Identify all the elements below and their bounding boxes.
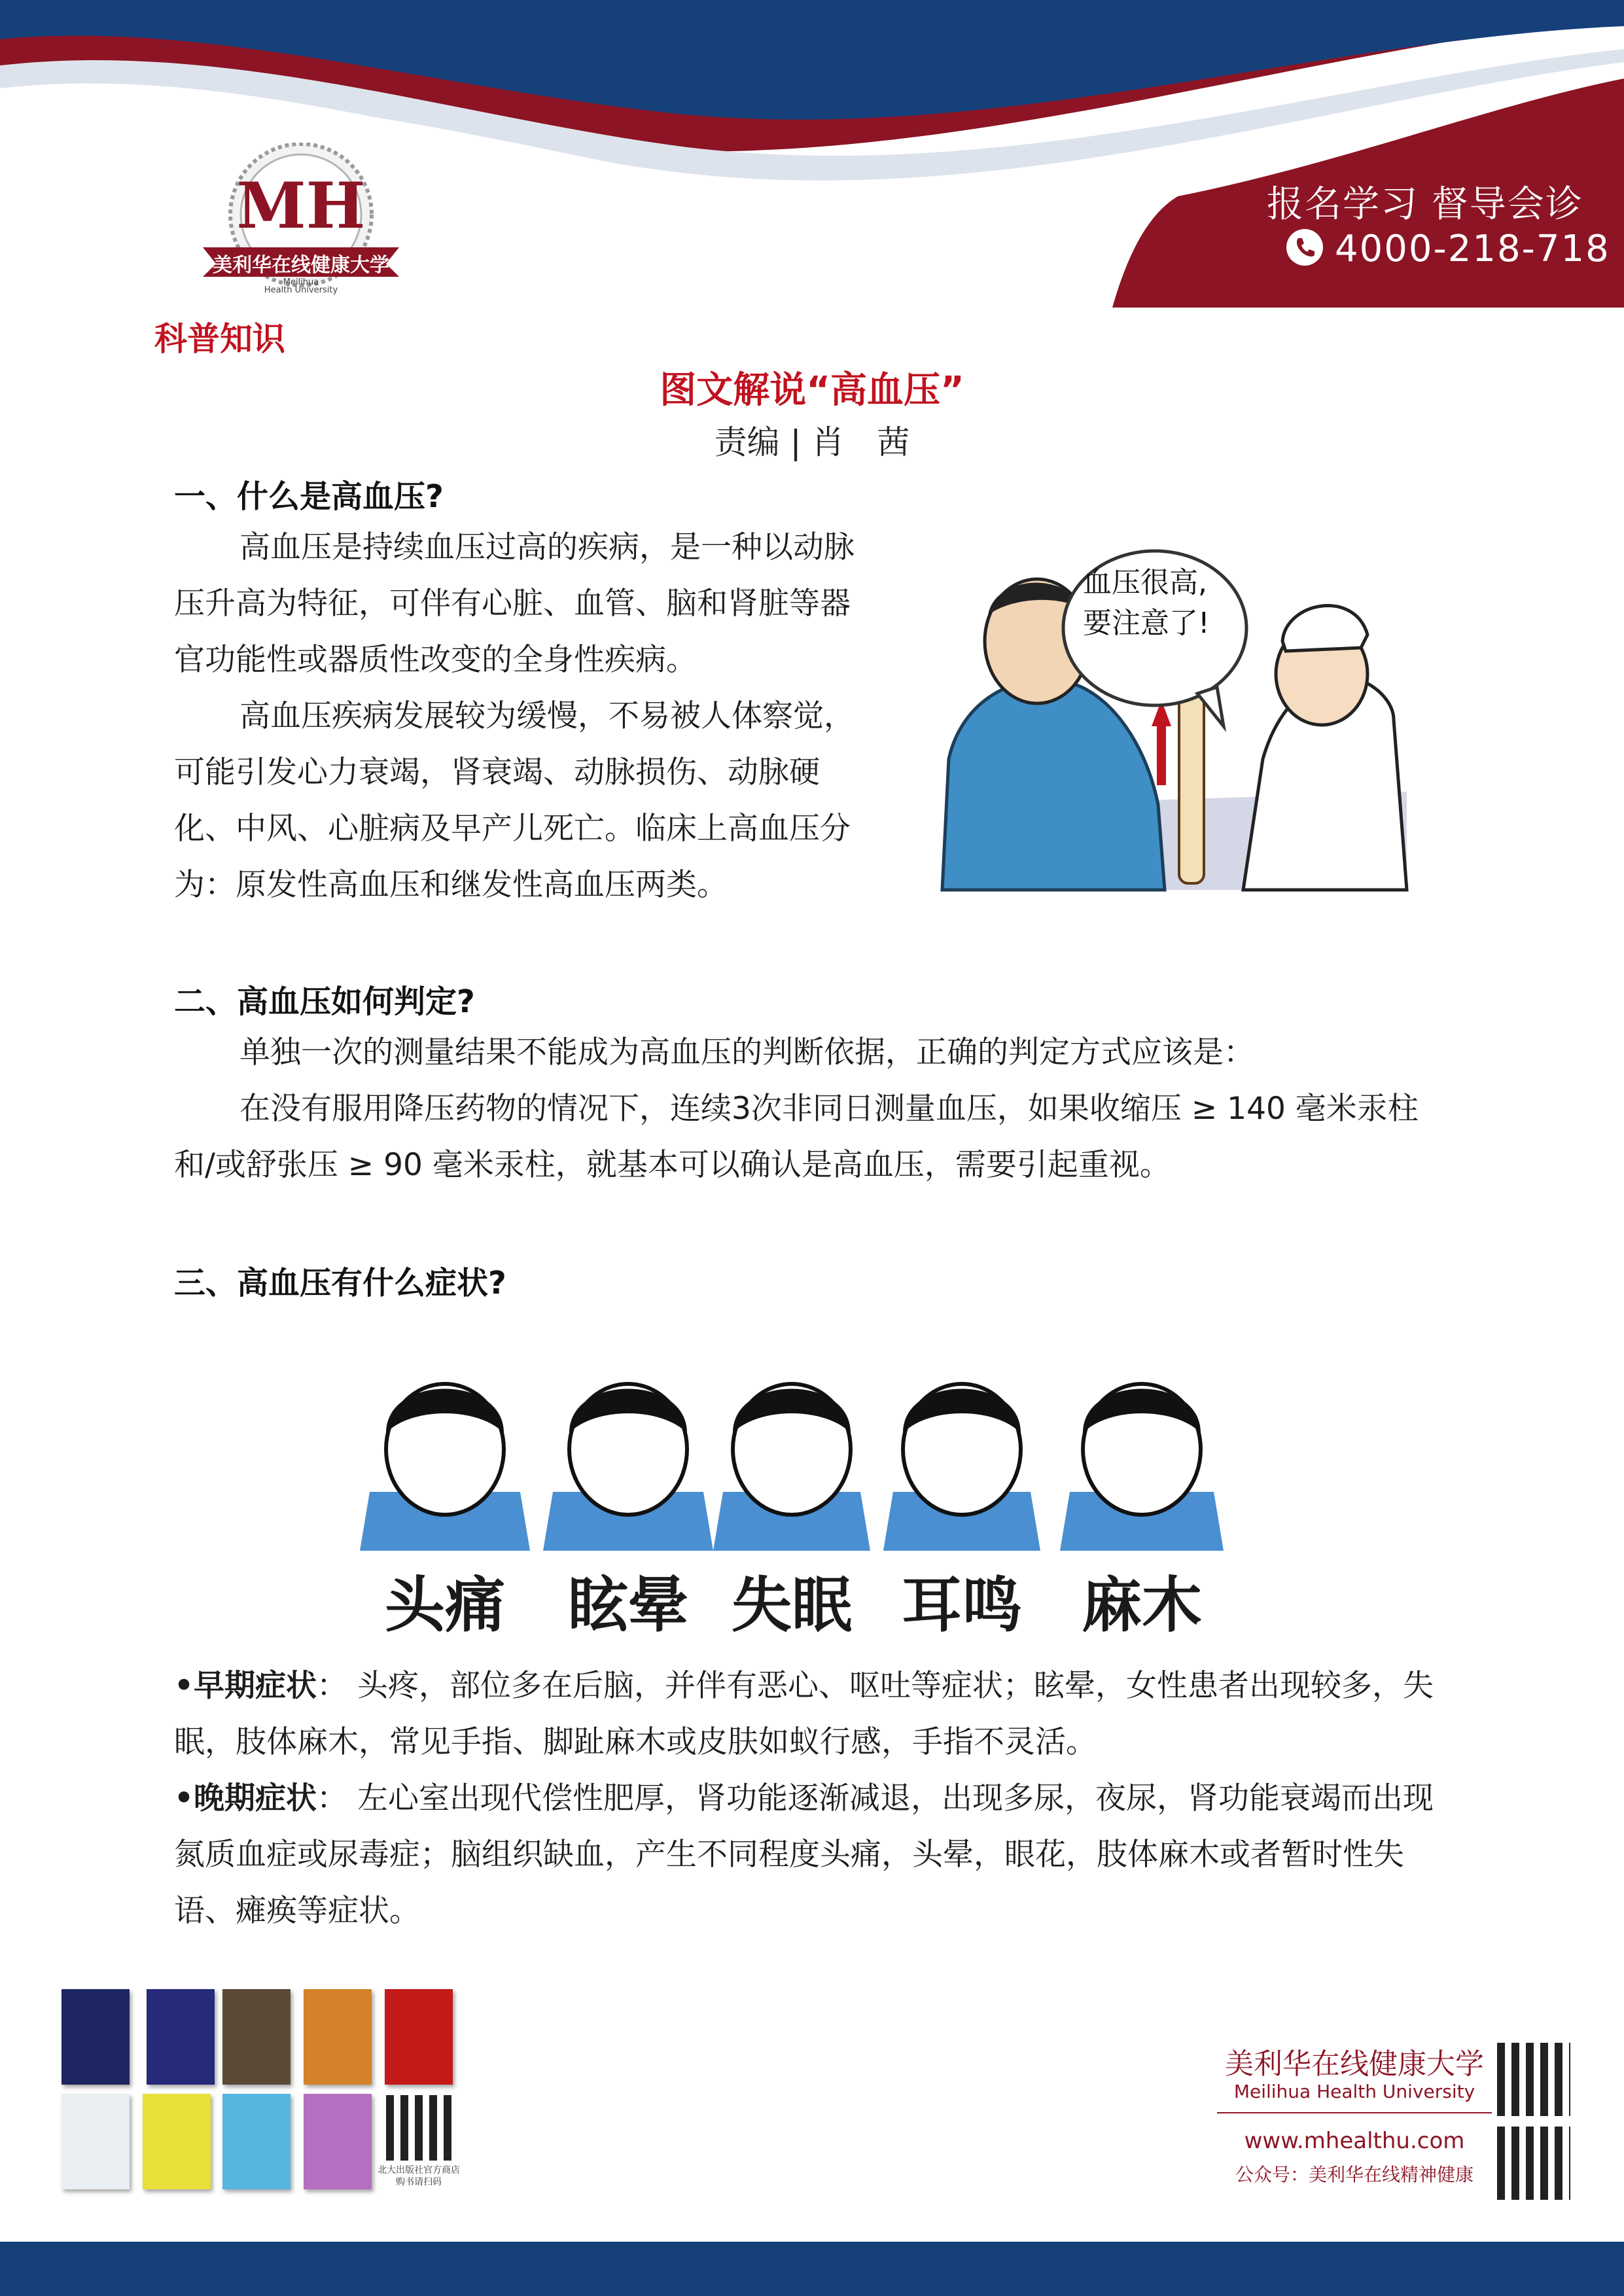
article-editor: 责编 | 肖 茜 <box>714 423 910 461</box>
wechat-qr-code-1 <box>1497 2043 1570 2116</box>
symptoms-illustration <box>353 1361 1243 1640</box>
book-cover-5 <box>385 1989 453 2085</box>
speech-bubble-line2: 要注意了! <box>1083 607 1210 640</box>
book-cover-4 <box>304 1989 372 2085</box>
book-covers <box>59 1983 478 2199</box>
footer-divider <box>1217 2112 1492 2113</box>
early-symptoms-text: ： 头疼，部位多在后脑，并伴有恶心、呕吐等症状；眩晕，女性患者出现较多，失眠，肢体麻木，常见手指、脚趾麻木或皮肤如蚁行感，手指不灵活。 <box>174 1668 1434 1760</box>
symptom-label-1: 头痛 <box>384 1570 505 1640</box>
section2-paragraph2: 在没有服用降压药物的情况下，连续3次非同日测量血压，如果收缩压 ≥ 140 毫米汞柱和/或舒张压 ≥ 90 毫米汞柱，就基本可以确认是高血压，需要引起重视。 <box>174 1091 1419 1183</box>
phone-number: 4000-218-718 <box>1335 228 1610 270</box>
symptom-figure-tinnitus-icon <box>883 1384 1040 1551</box>
section1-paragraph1: 高血压是持续血压过高的疾病，是一种以动脉压升高为特征，可伴有心脏、血管、脑和肾脏等器官功能性或器质性改变的全身性疾病。 <box>174 529 855 678</box>
footer-wechat: 公众号：美利华在线精神健康 <box>1235 2164 1474 2185</box>
speech-bubble-line1: 血压很高, <box>1083 566 1207 599</box>
book-cover-9 <box>304 2094 372 2189</box>
book-cover-6 <box>62 2094 130 2189</box>
footer-bar <box>0 2242 1624 2296</box>
section2-body <box>174 1025 1456 1193</box>
symptom-figure-numbness-icon <box>1060 1384 1224 1551</box>
speech-bubble <box>1083 563 1227 644</box>
bookstore-qr-caption-line2: 购书请扫码 <box>396 2177 442 2187</box>
logo <box>196 143 406 293</box>
footer-org-cn: 美利华在线健康大学 <box>1225 2047 1484 2081</box>
bookstore-qr-caption <box>366 2164 471 2188</box>
logo-letters: MH <box>236 169 366 243</box>
wechat-qr-code-2 <box>1497 2127 1570 2200</box>
footer-website: www.mhealthu.com <box>1244 2128 1465 2154</box>
section1-body <box>174 520 868 913</box>
late-symptoms <box>174 1771 1456 1939</box>
late-symptoms-label: •晚期症状 <box>174 1780 317 1816</box>
logo-english-line2: Health University <box>264 285 338 295</box>
bookstore-qr-caption-line1: 北大出版社官方商店 <box>378 2165 460 2176</box>
book-cover-8 <box>222 2094 291 2189</box>
slogan: 报名学习 督导会诊 <box>1267 183 1583 226</box>
blood-pressure-illustration <box>936 543 1413 896</box>
late-symptoms-text: ： 左心室出现代偿性肥厚，肾功能逐渐减退，出现多尿，夜尿，肾功能衰竭而出现氮质血症或尿毒症；脑组织缺血，产生不同程度头痛，头晕，眼花，肢体麻木或者暂时性失语、瘫痪等症状。 <box>174 1780 1434 1929</box>
category-label: 科普知识 <box>154 320 285 358</box>
symptom-figure-headache-icon <box>360 1384 530 1551</box>
book-cover-2 <box>147 1989 215 2085</box>
logo-english-line1: Meilihua <box>283 277 319 287</box>
book-cover-7 <box>143 2094 211 2189</box>
symptom-label-2: 眩晕 <box>567 1570 688 1640</box>
symptom-figure-insomnia-icon <box>713 1384 870 1551</box>
article-title: 图文解说“高血压” <box>660 369 964 412</box>
book-cover-1 <box>62 1989 130 2085</box>
symptom-label-3: 失眠 <box>731 1570 852 1640</box>
symptom-label-5: 麻木 <box>1081 1570 1202 1640</box>
symptom-figure-dizziness-icon <box>543 1384 713 1551</box>
bookstore-qr-code <box>386 2095 451 2161</box>
book-cover-3 <box>222 1989 291 2085</box>
section3-heading: 三、高血压有什么症状? <box>174 1265 506 1301</box>
early-symptoms-label: •早期症状 <box>174 1668 317 1704</box>
footer-org-en: Meilihua Health University <box>1233 2081 1475 2102</box>
symptom-label-4: 耳鸣 <box>901 1570 1022 1640</box>
section2-paragraph1: 单独一次的测量结果不能成为高血压的判断依据，正确的判定方式应该是： <box>239 1034 1254 1070</box>
section1-heading: 一、什么是高血压? <box>174 478 444 515</box>
phone-icon <box>1286 229 1323 266</box>
section1-paragraph2: 高血压疾病发展较为缓慢，不易被人体察觉，可能引发心力衰竭，肾衰竭、动脉损伤、动脉硬化、中风、心脏病及早产儿死亡。临床上高血压分为：原发性高血压和继发性高血压两类。 <box>174 698 855 903</box>
symptom-labels <box>353 1557 1243 1640</box>
section2-heading: 二、高血压如何判定? <box>174 983 475 1020</box>
early-symptoms <box>174 1658 1456 1771</box>
section3-body <box>174 1658 1456 1939</box>
logo-chinese-name: 美利华在线健康大学 <box>213 254 389 277</box>
